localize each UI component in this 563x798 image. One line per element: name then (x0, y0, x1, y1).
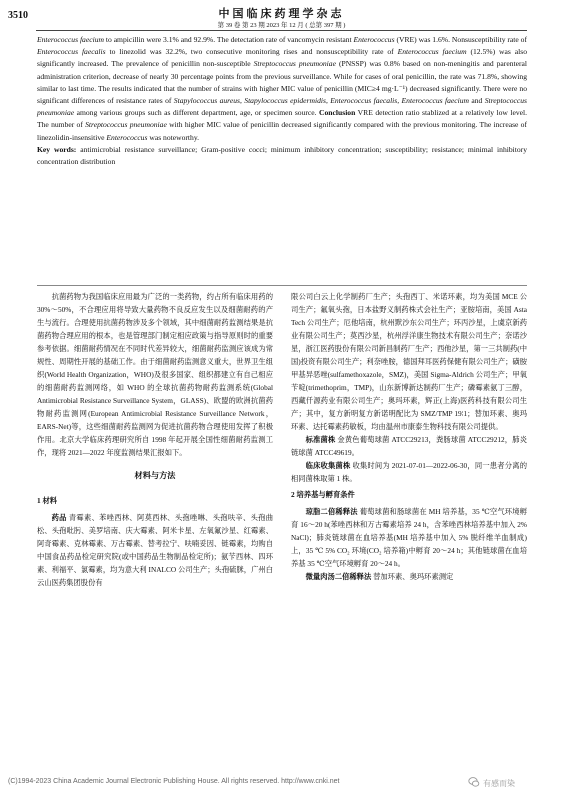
copyright-footer: (C)1994-2023 China Academic Journal Electronic Publishing House. All rights reserved. http://www.cnki.net (8, 778, 340, 785)
clinical-strains-paragraph (291, 459, 527, 485)
issue-info: 第 39 卷 第 23 期 2023 年 12 月 ( 总第 397 期 ) (217, 22, 346, 29)
drugs-continued: 限公司白云上化学制药厂生产；头孢西丁、米诺环素，均为美国 MCE 公司生产；氟氧头孢，日本盐野义制药株式会社生产；亚胺培南，美国 Asta Tech 公司生产；厄他培南，杭州默沙东公司生产；环丙沙星，上虞京新药业有限公司生产；莫西沙星，杭州浮洋康生物技术有限公司生产；奈诺沙星，浙江医药股份有限公司新昌制药厂生产；西他沙星，第一三共制药(中国)投资有限公司生产；利奈唑胺，德国拜耳医药保健有限公司生产；磺胺甲基异恶唑(sulfamethoxazole，SMZ)，美国 Sigma-Aldrich 公司生产；甲氧苄啶(trimethoprim，TMP)，山东新博新达制药厂生产；磷霉素氨丁三醇，西藏仟源药业有限公司生产；奥玛环素，辉正(上海)医药科技有限公司生产；其中，复方新明复方新诺明配比为 SMZ/TMP 19∶1；替加环素、奥玛环素、达托霉素药敏板，均由温州市康泰生物科技有限公司提供。 (291, 292, 527, 431)
subsection-materials: 1 材料 (37, 496, 58, 505)
drugs-text: 青霉素、苯唑西林、阿莫西林、头孢唑啉、头孢呋辛、头孢曲松、头孢吡肟、美罗培南、庆大霉素、阿米卡星、左氧氟沙星、红霉素、阿奇霉素、克林霉素、万古霉素、替考拉宁、呋喃妥因、链霉素，均购自中国食品药品检定研究院(或中国药品生物制品检定所)；氨苄西林、四环素、利福平、氯霉素，均为意大利 INALCO 公司生产；头孢硫脒，广州白云山医药集团股份有 (37, 513, 274, 587)
abstract-text: , (239, 96, 245, 106)
species-name: Streptococcus pneumoniae (85, 120, 167, 130)
abstract-text: was noteworthy. (147, 132, 200, 142)
broth-dilution-text: 替加环素、奥玛环素测定 (371, 572, 454, 581)
species-name: Streptococcus pneumoniae (37, 96, 528, 118)
qc-strains-label: 标准菌株 (305, 435, 336, 444)
keywords-text: antimicrobial resistance surveillance; Gram-positive cocci; minimum inhibitory concentration; susceptibility; resistance; minimal inhibitory concentration distribution (37, 144, 527, 167)
subsection-media: 2 培养基与孵育条件 (291, 490, 355, 499)
abstract-text: to linezolid was 32.2%, two consecutive monitoring rises and nonsusceptibility rate of (105, 47, 398, 57)
agar-dilution-label: 琼脂二倍稀释法 (305, 507, 358, 516)
watermark (468, 776, 515, 790)
intro-paragraph: 抗菌药物为我国临床应用最为广泛的一类药物，约占所有临床用药的 30%～50%，不合理应用将导致大量药物不良反应发生以及细菌耐药的产生与流行。合理使用抗菌药物涉及多个领域，其中细菌耐药监测结果是抗菌药物合理应用的根本，也是管理部门制定相应政策与指导原则时的重要参考依据。细菌耐药情况在不同时代差异较大，细菌耐药监测应该成为常规性、周期性开展的基础工作。由于细菌耐药监测意义重大，世界卫生组织(World Health Organization，WHO)及很多国家、组织都建立有自己相应的细菌耐药监测网络，如 WHO 的全球抗菌药物耐药监测系统(Global Antimicrobial Resistance Surveillance System，GLASS)、欧盟的欧洲抗菌药物耐药监测网(European Antimicrobial Resistance Surveillance Network，EARS-Net)等，这些细菌耐药监测网为促进抗菌药物合理使用发挥了积极作用。北京大学临床药理研究所自 1998 年起开展全国性细菌耐药监测工作，现将 2021—2022 年度监测结果汇报如下。 (37, 292, 273, 457)
abstract-text: and (469, 96, 485, 106)
species-name: Streptococcus pneumoniae (253, 59, 336, 69)
abstract-results (37, 34, 527, 144)
clinical-strains-label: 临床收集菌株 (305, 461, 351, 470)
species-name: Enterococcus faecium (401, 96, 469, 106)
keywords-label: Key words: (37, 144, 77, 154)
species-name: Stapylococcus epidermidis (244, 96, 326, 106)
right-column (291, 290, 527, 583)
abstract-text: , (397, 96, 402, 106)
abstract-text: among various groups such as different department, age, or specimen source. (74, 108, 320, 118)
left-column (37, 290, 273, 589)
page-number: 3510 (8, 10, 28, 21)
watermark-text: 有感而染 (483, 778, 515, 788)
species-name: Stapylococcus aureus (173, 96, 240, 106)
abstract-text: VRE detection ratio stablized at a relatively low level. The number of (37, 108, 527, 130)
species-name: Enterococcus faecalis (330, 96, 398, 106)
drugs-label: 药品 (51, 513, 67, 522)
abstract-label: Conclusion (319, 108, 356, 118)
abstract-keywords (37, 144, 527, 168)
drugs-paragraph (37, 511, 273, 589)
abstract-text: (12.5%) was also significantly increased. The prevalence of penicillin non-susceptible (37, 47, 527, 69)
agar-dilution-paragraph (291, 505, 527, 570)
abstract-text: to ampicillin were 3.1% and 92.9%. The detectation rate of vancomycin resistant (103, 35, 354, 44)
abstract-text: , (325, 96, 331, 106)
species-name: Enterococcus (353, 35, 395, 44)
english-abstract (37, 34, 527, 168)
broth-dilution-paragraph (291, 570, 527, 583)
page-header (0, 0, 563, 34)
species-name: Enterococcus faecalis (37, 47, 106, 57)
header-rule (36, 30, 527, 31)
abstract-text: (VRE) was 1.6%. Nonsusceptibility rate of (394, 35, 528, 44)
species-name: Enterococcus (106, 132, 148, 142)
clinical-strains-text: 收集时间为 2021-07-01—2022-06-30，同一患者分离的相同菌株取第 1 株。 (291, 461, 527, 483)
qc-strains-paragraph (291, 433, 527, 459)
wechat-icon (468, 776, 480, 790)
qc-strains-text: 金黄色葡萄球菌 ATCC29213，粪肠球菌 ATCC29212，肺炎链球菌 ATCC49619。 (291, 435, 527, 457)
abstract-text: (PNSSP) was 0.8% based on non-meningitis and parenteral administration criterion, decrease of nearly 30 percentage points from the previous surveillance. While for cases of oral penicillin, the rate was 71.8%, showing similar to last time. The results indicated that the number of strains with higher MIC value of penicillin (MIC≥4 mg·L⁻¹) decreased significantly. There were no significant differences of resistance rates of (37, 59, 527, 106)
agar-dilution-text: 葡萄球菌和肠球菌在 MH 培养基，35 ℃空气环境孵育 16～20 h(苯唑西林和万古霉素培养 24 h，含苯唑西林培养基中加入 2% NaCl)；肺炎链球菌在血培养基(MH 培养基中加入 5% 脱纤维羊血制成)上，35 ℃ 5% CO₂ 环境(CO₂ 培养箱)中孵育 20～24 h；其他链球菌在血培养基 35 ℃空气环境孵育 20～24 h。 (291, 507, 527, 568)
abstract-divider (37, 285, 527, 286)
broth-dilution-label: 微量肉汤二倍稀释法 (305, 572, 372, 581)
abstract-text: with higher MIC value of penicillin decreased significantly compared with the previous monitoring. The increase of linezolidin-insensitive (37, 120, 527, 142)
section-title: 材料与方法 (134, 471, 176, 480)
species-name: Enterococcus faecium (397, 47, 467, 57)
journal-title: 中国临床药理学杂志 (218, 8, 345, 20)
species-name: Enterococcus faecium (37, 35, 104, 44)
